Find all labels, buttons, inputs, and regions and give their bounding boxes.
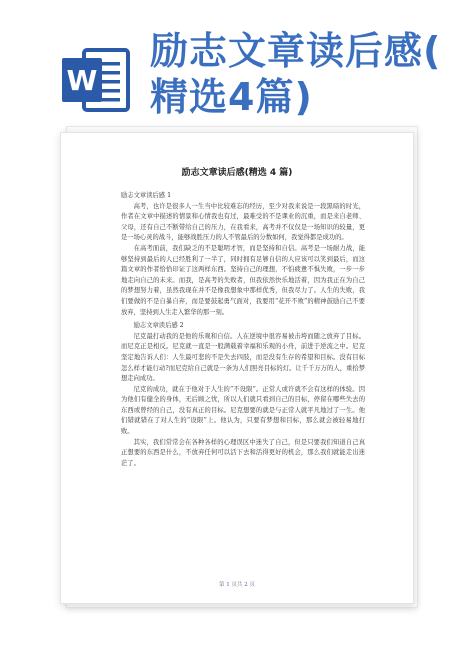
document-title: 励志文章读后感(精选 4 篇)	[181, 168, 293, 178]
paragraph: 尼克的成功，就在于他对于人生的“不设限”。正常人或许就不会有这样的体验。因为他们有健全的身体，无后顾之忧，所以人们就只看到自己的目标，停留在哪些失去的东西或曾经的自己，没有真正的目标。尼克想要的就是与正常人就平凡地过了一生。他们错就错在了对人生的“设限”上。他认为，只要有梦想和目标，那么就会被轻易地打败。	[121, 385, 365, 436]
page-label: 第	[218, 582, 225, 588]
document-page[interactable]	[60, 132, 414, 604]
paragraph: 高考，也许是很多人一生当中比较难忘的经历，至少对我来说是一段黑暗的时光，作者在文章中描述的情景和心情我也有过，最难受的不是课业的沉重，而是来自老师、父母，还有自己不断带给自己的压力，在我看来，高考并不仅仅是一场知识的较量，更是一场心灵的战斗，能够战胜压力的人不管最后的分数如何，我觉得都是成功的。	[121, 202, 365, 242]
page-total: 2	[244, 582, 248, 588]
section-heading-2: 励志文章读后感 2	[133, 322, 184, 330]
page-title	[150, 28, 441, 120]
svg-text:W: W	[66, 64, 98, 97]
paragraph: 在高考面前，我们缺乏的不是聪明才智，而是坚持和自信。高考是一场耐力战，能够坚持到最后的人已经胜利了一半了，同时拥有足够自信的人应该可以笑到最后，而这篇文章的作者恰恰印证了这两样东西。坚持自己的理想，不怕疲惫不惧失败，一步一步地走向自己的未来。而我，是高考的失败者，但我依然快乐地活着，因为我正在为自己的梦想努力着，虽然我现在并不是像我想象中那样优秀，但我尽力了。人生的失败，我们要做的不是自暴自弃，而是要鼓起勇气面对，我要用“花开不败”的精神鼓励自己不要放弃，坚持到人生走入繁华的那一刻。	[121, 244, 365, 316]
paragraph: 其实，我们常常会在各种各样的心理误区中迷失了自己，但是只要我们知道自己真正想要的东西是什么，不放弃任何可以活下去和活得更好的机会，那么我们就能走出迷茫了。	[121, 438, 365, 467]
page-footer	[61, 580, 413, 588]
page-end: 页	[249, 582, 256, 588]
section-heading-1: 励志文章读后感 1	[121, 192, 172, 199]
page-current: 1	[226, 582, 230, 588]
word-icon	[60, 44, 132, 116]
page-title-line-2: 精选4篇)	[150, 75, 313, 119]
page-total-label: 页共	[231, 582, 243, 588]
paragraph: 尼克最打动我的是他的乐观和自信。人在逆境中很容易被击垮而随之放弃了目标。而尼克正是相反。尼克就一直是一般满载着幸福和乐观的小舟，前进于逆流之中。尼克坚定地告诉人们：人生最可悲的不是失去四肢，而是没有生存的希望和目标。没有目标怎么样才能行动?而尼克给自己就是一条为人们照亮目标的灯。让千千万万的人，重拾梦想走向成功。	[121, 332, 365, 383]
document-body	[121, 191, 365, 469]
page-title-line-1: 励志文章读后感(	[150, 29, 442, 73]
